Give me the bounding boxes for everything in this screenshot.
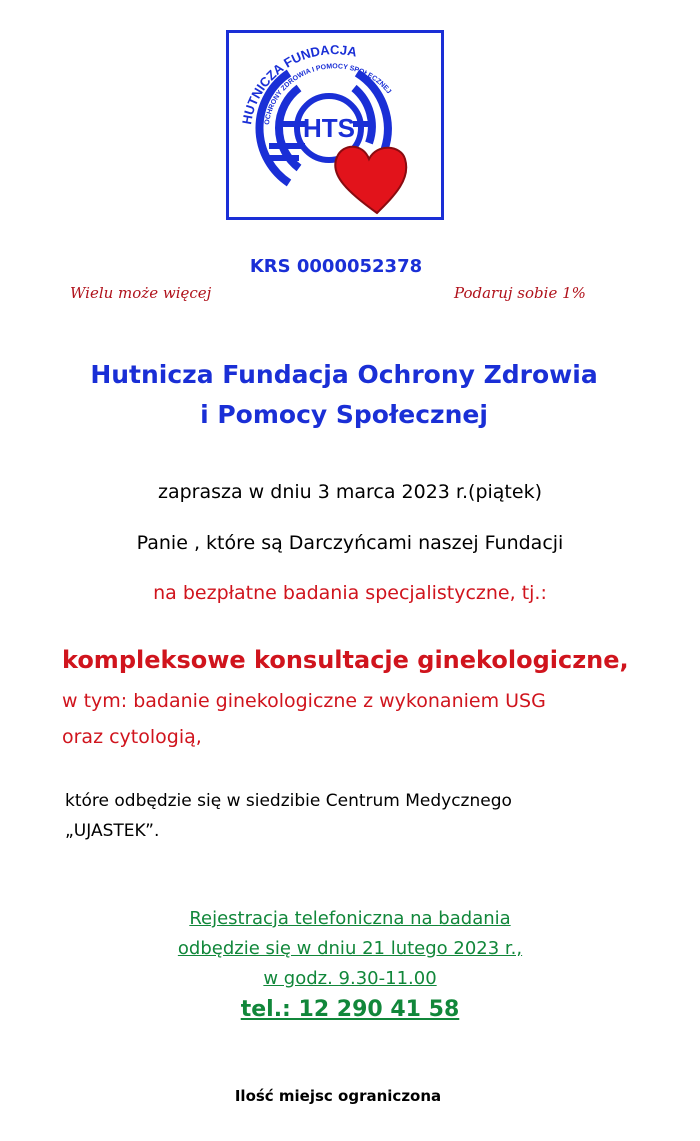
krs-number: KRS 0000052378 <box>249 256 423 277</box>
venue-line1: które odbędzie się w siedzibie Centrum Medycznego <box>65 791 512 811</box>
hts-logo-icon <box>229 33 441 217</box>
logo-arc-text-bottom: OCHRONY ZDROWIA I POMOCY SPOŁECZNEJ <box>263 63 393 126</box>
registration-line1-text: Rejestracja telefoniczna na badania <box>189 908 511 929</box>
registration-line2-text: odbędzie się w dniu 21 lutego 2023 r., <box>177 938 523 959</box>
registration-line3 <box>0 968 700 989</box>
page-title-line2: i Pomocy Społecznej <box>200 400 488 429</box>
registration-line1 <box>0 908 700 929</box>
logo-arc-text-top: HUTNICZA FUNDACJA <box>239 42 359 126</box>
main-service: kompleksowe konsultacje ginekologiczne, <box>62 646 629 674</box>
audience-line: Panie , które są Darczyńcami naszej Fundacji <box>136 532 564 554</box>
free-exams-line: na bezpłatne badania specjalistyczne, tj.: <box>153 582 547 604</box>
service-detail-line1: w tym: badanie ginekologiczne z wykonaniem USG <box>62 690 546 712</box>
invite-line: zaprasza w dniu 3 marca 2023 r.(piątek) <box>158 481 542 503</box>
page-title-line1: Hutnicza Fundacja Ochrony Zdrowia <box>90 360 598 389</box>
service-detail-line2: oraz cytologią, <box>62 726 202 748</box>
logo-monogram: HTS <box>303 113 355 143</box>
phone-number: tel.: 12 290 41 58 <box>240 997 460 1022</box>
foundation-logo <box>226 30 444 220</box>
registration-line2 <box>0 938 700 959</box>
motto-right: Podaruj sobie 1% <box>454 284 586 302</box>
limited-seats-note: Ilość miejsc ograniczona <box>234 1087 442 1105</box>
registration-line3-text: w godz. 9.30-11.00 <box>263 968 437 989</box>
venue-line2: „UJASTEK”. <box>65 821 160 841</box>
registration-phone <box>0 997 700 1022</box>
motto-left: Wielu może więcej <box>70 284 212 302</box>
